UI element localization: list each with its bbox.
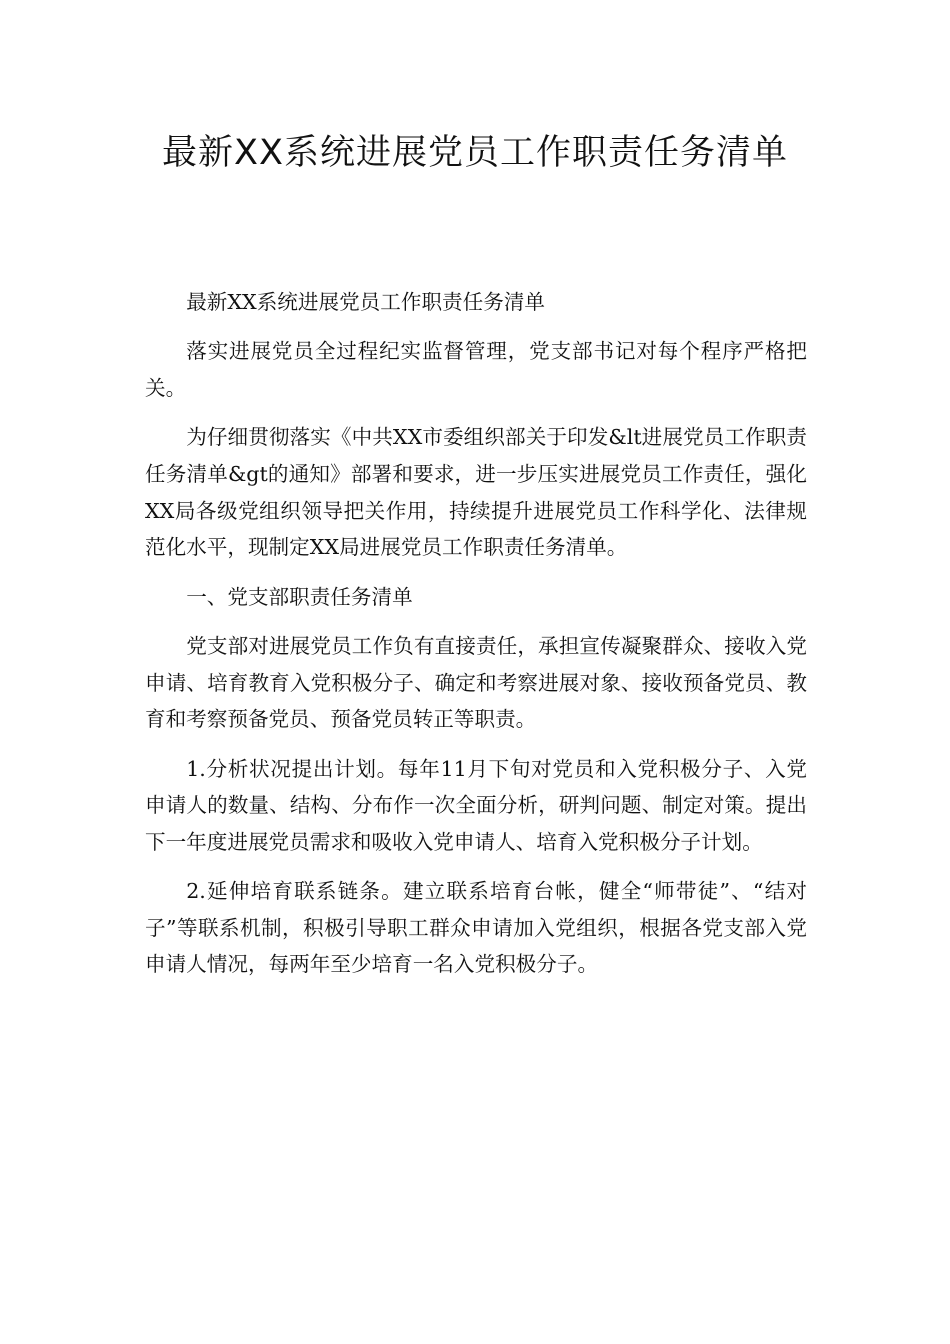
paragraph-branch-responsibility: 党支部对进展党员工作负有直接责任，承担宣传凝聚群众、接收入党申请、培育教育入党积极分子、确定和考察进展对象、接收预备党员、教育和考察预备党员、预备党员转正等职责。 [145,633,807,732]
document-title: 最新XX系统进展党员工作职责任务清单 [162,133,788,173]
paragraph-purpose: 为仔细贯彻落实《中共XX市委组织部关于印发&lt进展党员工作职责任务清单&gt的通知》部署和要求，进一步压实进展党员工作责任，强化XX局各级党组织领导把关作用，持续提升进展党员工作科学化、法律规范化水平，现制定XX局进展党员工作职责任务清单。 [145,425,807,560]
paragraph-heading-repeat: 最新XX系统进展党员工作职责任务清单 [186,290,546,314]
paragraph-oversight: 落实进展党员全过程纪实监督管理，党支部书记对每个程序严格把关。 [145,339,807,400]
paragraph-item-2: 2.延伸培育联系链条。建立联系培育台帐，健全“师带徒”、“结对子”等联系机制，积极引导职工群众申请加入党组织，根据各党支部入党申请人情况，每两年至少培育一名入党积极分子。 [145,879,807,977]
paragraph-item-1: 1.分析状况提出计划。每年11月下旬对党员和入党积极分子、入党申请人的数量、结构、分布作一次全面分析，研判问题、制定对策。提出下一年度进展党员需求和吸收入党申请人、培育入党积极分子计划。 [145,756,807,854]
document-body [145,284,807,996]
section-heading-branch-duties: 一、党支部职责任务清单 [186,584,413,609]
